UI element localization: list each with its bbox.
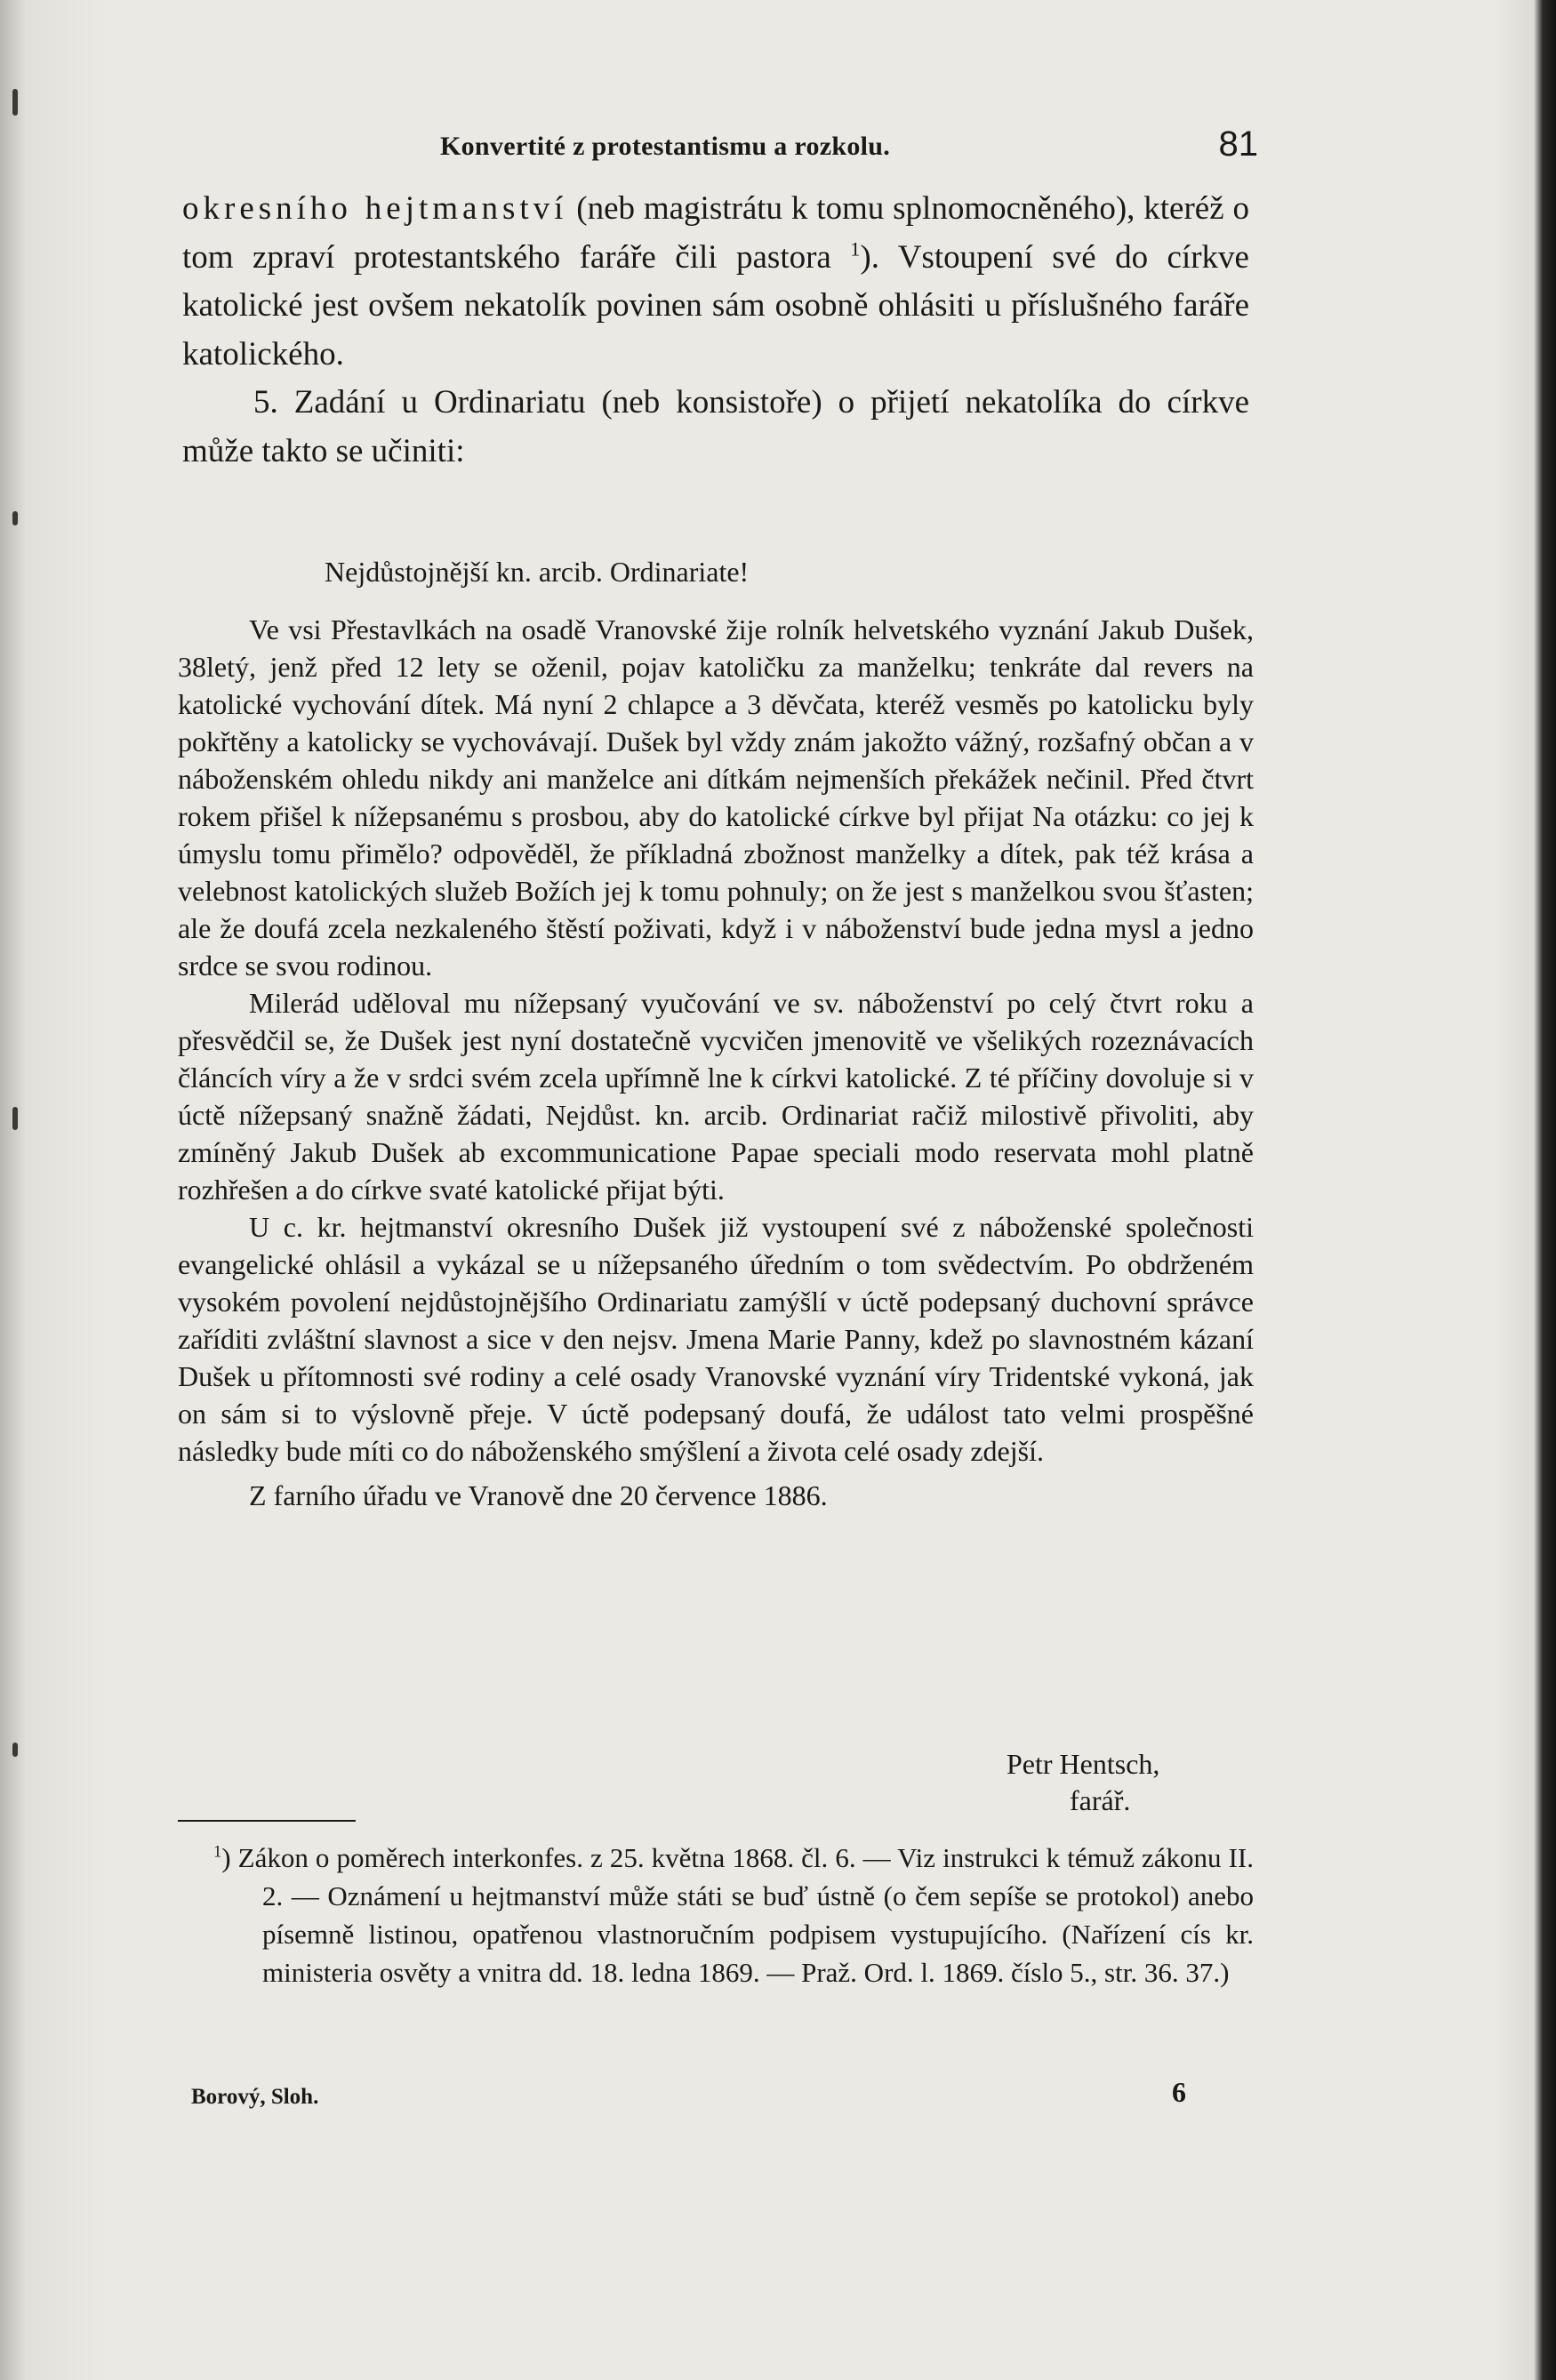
sheet-number: 6: [1172, 2076, 1186, 2108]
binding-speck: [12, 511, 18, 525]
page-header: [178, 124, 1258, 169]
footnote-reference: 1: [850, 237, 861, 260]
signature-name: Petr Hentsch,: [1007, 1748, 1160, 1780]
paragraph-continuation: okresního hejtmanství (neb magistrátu k tomu splnomocněného), kteréž o tom zpraví protestantského faráře čili pastora $^1$). Vstoupení své do církve katolické jest ovšem nekatolík povinen sám osobně ohlásiti u příslušného faráře katolického.: [182, 190, 1249, 373]
binding-speck: [12, 1743, 18, 1757]
spaced-emphasis: okresního hejtmanství: [182, 190, 568, 227]
footnote-rule: [178, 1820, 356, 1822]
letter-paragraph: Milerád uděloval mu nížepsaný vyučování ve sv. náboženství po celý čtvrt roku a přesvědčil se, že Dušek jest nyní dostatečně vycvičen jmenovitě ve všelikých rozeznávacích článcích víry a že v srdci svém zcela upřímně lne k církvi katolické. Z té příčiny dovoluje si v úctě nížepsaný snažně žádati, Nejdůst. kn. arcib. Ordinariat račiž milostivě přivoliti, aby zmíněný Jakub Dušek ab excommunicatione Papae speciali modo reservata mohl platně rozhřešen a do církve svaté katolické přijat býti.: [178, 987, 1254, 1206]
signature-title: farář.: [1070, 1784, 1131, 1816]
letter-paragraph: U c. kr. hejtmanství okresního Dušek již vystoupení své z náboženské společnosti evangelické ohlásil a vykázal se u nížepsaného úředním o tom svědectvím. Po obdrženém vysokém povolení nejdůstojnějšího Ordinariatu zamýšlí v úctě podepsaný duchovní správce zaříditi zvláštní slavnost a sice v den nejsv. Jmena Marie Panny, kdež po slavnostném kázaní Dušek u přítomnosti své rodiny a celé osady Vranovské vyznání víry Tridentské vykoná, jak on sám si to výslovně přeje. V úctě podepsaný doufá, že událost tato velmi prospěšné následky bude míti co do náboženského smýšlení a života celé osady zdejší.: [178, 1211, 1254, 1467]
paragraph-section-5: 5. Zadání u Ordinariatu (neb konsistoře) o přijetí nekatolíka do církve může takto se učiniti:: [182, 384, 1249, 469]
letter-body: [178, 611, 1254, 1514]
running-title: Konvertité z protestantismu a rozkolu.: [440, 132, 891, 161]
binding-speck: [12, 89, 18, 116]
letter-salutation: Nejdůstojnější kn. arcib. Ordinariate!: [325, 556, 750, 588]
footnote: [178, 1839, 1254, 1991]
letter-date-line: Z farního úřadu ve Vranově dne 20 července 1886.: [249, 1479, 828, 1511]
footnote-text: ) Zákon o poměrech interkonfes. z 25. května 1868. čl. 6. — Viz instrukci k témuž zákonu II. 2. — Oznámení u hejtmanství může státi se buď ústně (o čem sepíše se protokol) anebo písemně listinou, opatřenou vlastnoručním podpisem vystupujícího. (Nařízení cís kr. ministeria osvěty a vnitra dd. 18. ledna 1869. — Praž. Ord. l. 1869. číslo 5., str. 36. 37.): [221, 1842, 1254, 1988]
binding-speck: [12, 1107, 18, 1130]
footnote-mark: 1: [213, 1842, 222, 1862]
letter-paragraph: Ve vsi Přestavlkách na osadě Vranovské žije rolník helvetského vyznání Jakub Dušek, 38letý, jenž před 12 lety se oženil, pojav katoličku za manželku; tenkráte dal revers na katolické vychování dítek. Má nyní 2 chlapce a 3 děvčata, kteréž vesměs po katolicku byly pokřtěny a katolicky se vychovávají. Dušek byl vždy znám jakožto vážný, rozšafný občan a v náboženském ohledu nikdy ani manželce ani dítkám nejmenších překážek nečinil. Před čtvrt rokem přišel k nížepsanému s prosbou, aby do katolické církve byl přijat Na otázku: co jej k úmyslu tomu přimělo? odpověděl, že příkladná zbožnost manželky a dítek, pak též krása a velebnost katolických služeb Božích jej k tomu pohnuly; on že jest s manželkou svou šťasten; ale že doufá zcela nezkaleného štěstí poživati, když i v náboženství bude jedna mysl a jedno srdce se svou rodinou.: [178, 613, 1254, 982]
page-number: 81: [1218, 124, 1258, 164]
body-text: [182, 185, 1249, 476]
printer-signature-mark: Borový, Sloh.: [191, 2085, 319, 2109]
